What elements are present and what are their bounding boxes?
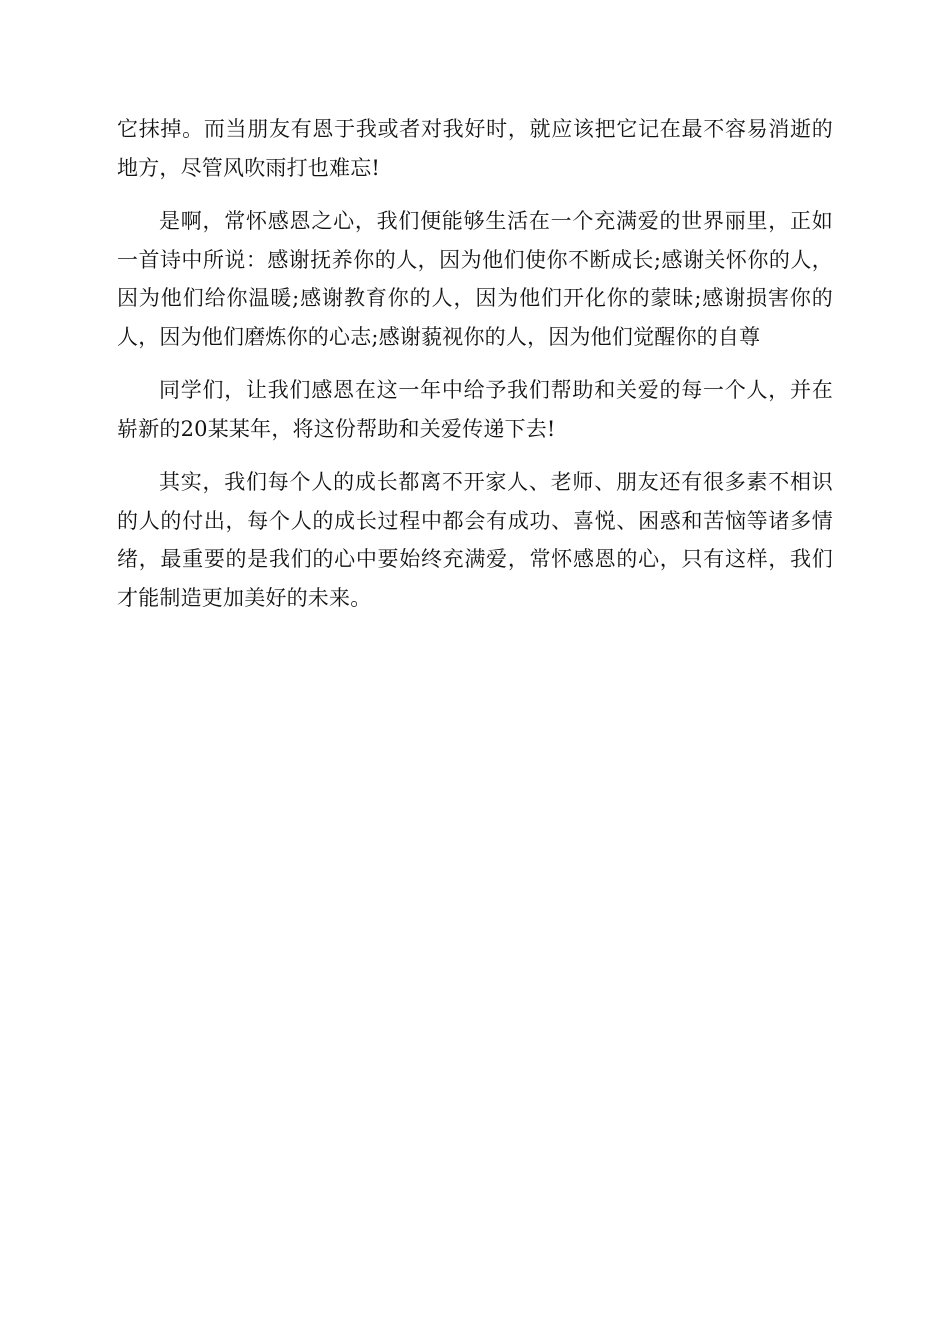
paragraph-continuation: 它抹掉。而当朋友有恩于我或者对我好时，就应该把它记在最不容易消逝的地方，尽管风吹雨打也难忘! [117, 117, 833, 180]
document-body [117, 110, 833, 617]
paragraph-conclusion: 其实，我们每个人的成长都离不开家人、老师、朋友还有很多素不相识的人的付出，每个人的成长过程中都会有成功、喜悦、困惑和苦恼等诸多情绪，最重要的是我们的心中要始终充满爱，常怀感恩的心，只有这样，我们才能制造更加美好的未来。 [117, 470, 833, 610]
paragraph-classmates: 同学们，让我们感恩在这一年中给予我们帮助和关爱的每一个人，并在崭新的20某某年，将这份帮助和关爱传递下去! [117, 378, 833, 441]
paragraph-gratitude-poem: 是啊，常怀感恩之心，我们便能够生活在一个充满爱的世界丽里，正如一首诗中所说：感谢抚养你的人，因为他们使你不断成长;感谢关怀你的人，因为他们给你温暖;感谢教育你的人，因为他们开化你的蒙昧;感谢损害你的人，因为他们磨炼你的心志;感谢藐视你的人，因为他们觉醒你的自尊 [117, 209, 833, 349]
